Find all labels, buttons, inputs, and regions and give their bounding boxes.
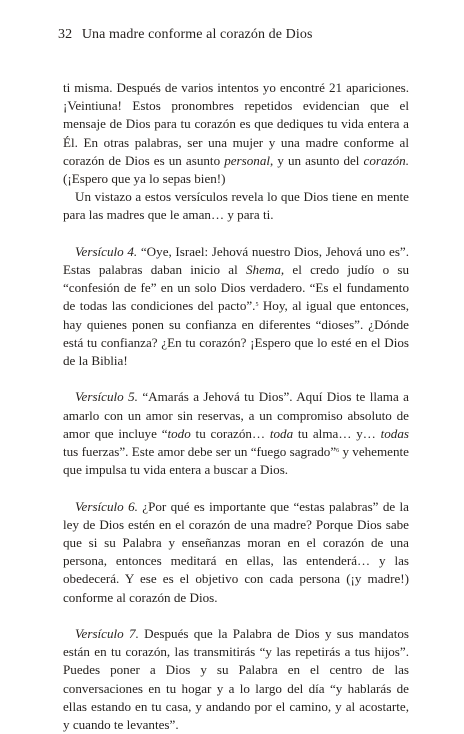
paragraph bbox=[63, 243, 409, 370]
paragraph bbox=[63, 498, 409, 607]
footnote-ref: 5 bbox=[255, 302, 259, 309]
page-number: 32 bbox=[58, 27, 73, 42]
text-run: Un vistazo a estos versículos revela lo que Dios tiene en mente para las madres que le aman… y para ti. bbox=[63, 189, 409, 223]
italic-text: Versículo 6. bbox=[75, 498, 138, 514]
text-run: “Amarás a Jehová tu Dios”. Aquí Dios te llama a amarlo con un amor sin reservas, a un compromiso absoluto de amor que incluye “ bbox=[63, 389, 409, 441]
paragraph bbox=[63, 188, 409, 224]
italic-text: personal bbox=[224, 152, 271, 168]
footnote-ref: 6 bbox=[336, 448, 340, 455]
paragraph bbox=[63, 388, 409, 479]
running-header bbox=[58, 27, 313, 43]
paragraph bbox=[63, 625, 409, 734]
text-run: “Oye, Israel: Jehová nuestro Dios, Jehová uno es”. Estas palabras daban inicio al bbox=[63, 243, 409, 278]
text-run: ¿Por qué es importante que “estas palabras” de la ley de Dios estén en el corazón de una madre? Porque Dios sabe que si su Palabra y enseñanzas moran en el corazón de una persona, entonces meditará en ellas, las entenderá… y las obedecerá. Y ese es el objetivo con cada persona (¡y madre!) conforme al corazón de Dios. bbox=[63, 498, 409, 605]
italic-text: corazón. bbox=[363, 152, 409, 168]
text-run: (¡Espero que ya lo sepas bien!) bbox=[63, 171, 226, 187]
text-run: , y un asunto del bbox=[270, 152, 364, 168]
text-run: tus fuerzas”. Este amor debe ser un “fuego sagrado” bbox=[63, 444, 337, 460]
text-run: tu corazón… bbox=[190, 425, 270, 441]
italic-text: todas bbox=[380, 425, 409, 441]
italic-text: toda bbox=[269, 425, 294, 441]
text-run: tu alma… y… bbox=[293, 425, 381, 441]
italic-text: Versículo 5. bbox=[75, 389, 138, 405]
italic-text: Versículo 7. bbox=[75, 626, 139, 642]
italic-text: Versículo 4. bbox=[75, 243, 138, 259]
text-run: y vehemente que impulsa tu vida entera a buscar a Dios. bbox=[63, 444, 409, 478]
italic-text: Shema, bbox=[245, 262, 285, 278]
book-title: Una madre conforme al corazón de Dios bbox=[81, 27, 313, 42]
italic-text: todo bbox=[167, 425, 191, 441]
text-run: ti misma. Después de varios intentos yo encontré 21 apariciones. ¡Veintiuna! Estos pronombres repetidos evidencian que el mensaje de Dios para tu corazón es que dediques tu vida entera a Él. En otras palabras, ser una mujer y una madre conforme al corazón de Dios es un asunto bbox=[63, 80, 409, 168]
body-text bbox=[63, 79, 409, 734]
text-run: Después que la Palabra de Dios y sus mandatos están en tu corazón, las transmitirás “y las repetirás a tus hijos”. Puedes poner a Dios y su Palabra en el centro de las conversaciones en tu hogar y a lo largo del día “y hablarás de ellas estando en tu casa, y andando por el camino, y al acostarte, y cuando te levantes”. bbox=[63, 626, 409, 733]
text-run: Hoy, al igual que entonces, hay quienes ponen su confianza en diferentes “dioses”. ¿Dónde está tu confianza? ¿En tu corazón? ¡Espero que lo esté en el Dios de la Biblia! bbox=[63, 298, 409, 369]
text-run: el credo judío o su “confesión de fe” en un solo Dios verdadero. “Es el fundamento de todas las condiciones del pacto”. bbox=[63, 262, 409, 314]
paragraph bbox=[63, 79, 409, 188]
